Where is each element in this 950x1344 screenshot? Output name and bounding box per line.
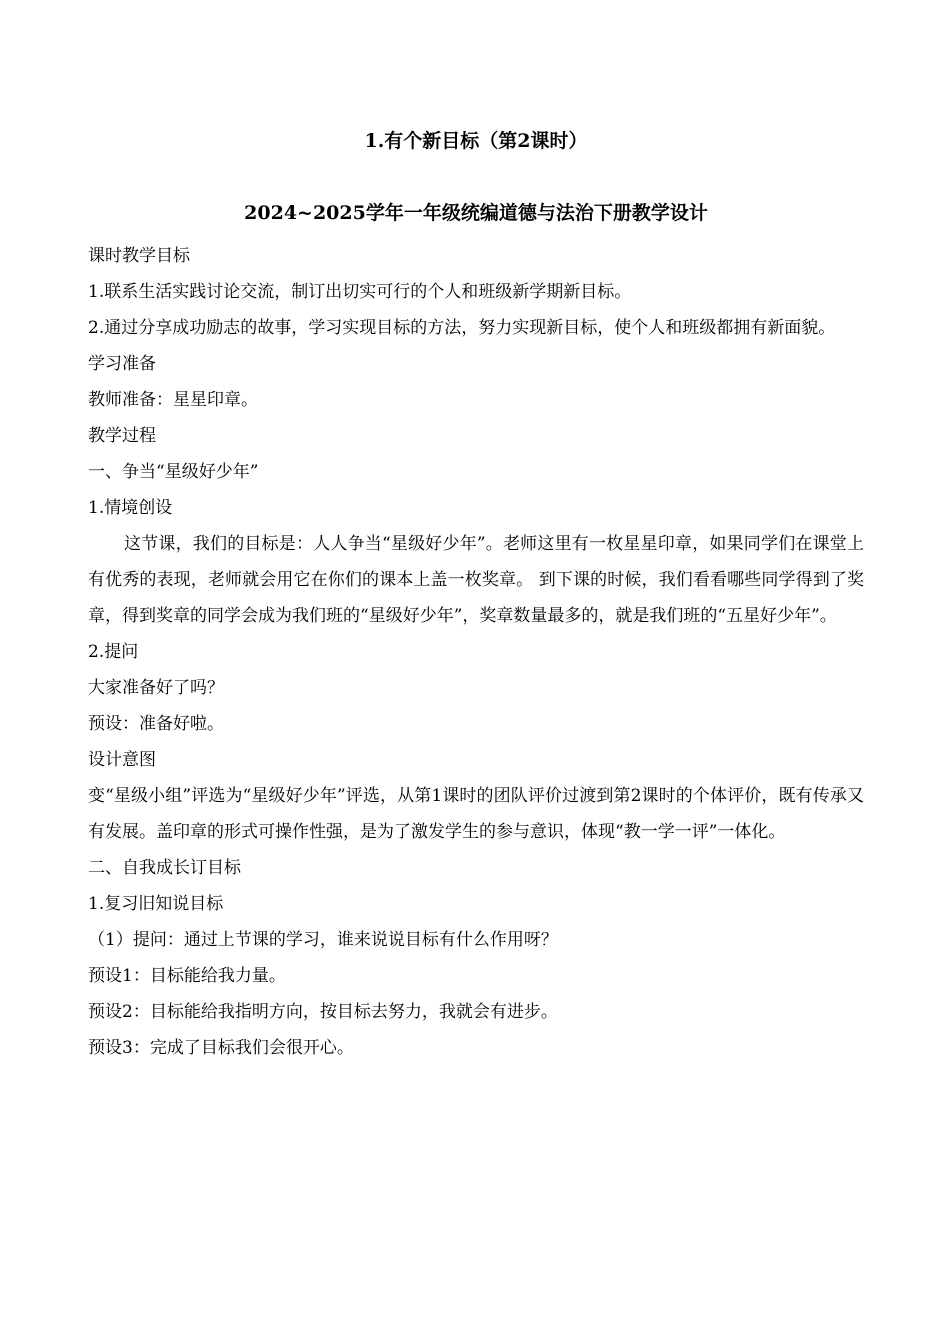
s1-preset: 预设：准备好啦。 — [88, 714, 224, 734]
document-title: 1.有个新目标（第2课时） — [364, 130, 588, 152]
process-heading: 教学过程 — [88, 426, 156, 446]
section-1-heading: 一、争当“星级好少年” — [88, 462, 259, 482]
document-body — [88, 126, 864, 1066]
section-2-heading: 二、自我成长订目标 — [88, 858, 241, 878]
s2-preset-2: 预设2：目标能给我指明方向，按目标去努力，我就会有进步。 — [88, 1002, 558, 1022]
s1-item-1-paragraph: 这节课，我们的目标是：人人争当“星级好少年”。老师这里有一枚星星印章，如果同学们在课堂上有优秀的表现，老师就会用它在你们的课本上盖一枚奖章。 到下课的时候，我们看看哪些同学得到了奖章，得到奖章的同学会成为我们班的“星级好少年”，奖章数量最多的，就是我们班的“五星好少年”。 — [88, 534, 864, 626]
s1-item-2: 2.提问 — [88, 642, 139, 662]
goal-1: 1.联系生活实践讨论交流，制订出切实可行的个人和班级新学期新目标。 — [88, 282, 632, 302]
s1-question: 大家准备好了吗？ — [88, 678, 224, 698]
document-subtitle: 2024~2025学年一年级统编道德与法治下册教学设计 — [244, 202, 708, 224]
s2-preset-1: 预设1：目标能给我力量。 — [88, 966, 286, 986]
s2-preset-3: 预设3：完成了目标我们会很开心。 — [88, 1038, 354, 1058]
s2-item-1: 1.复习旧知说目标 — [88, 894, 224, 914]
design-paragraph: 变“星级小组”评选为“星级好少年”评选，从第1课时的团队评价过渡到第2课时的个体评价，既有传承又有发展。盖印章的形式可操作性强，是为了激发学生的参与意识，体现“教一学一评”一体化。 — [88, 786, 864, 842]
design-heading: 设计意图 — [88, 750, 156, 770]
prep-text: 教师准备：星星印章。 — [88, 390, 258, 410]
s1-item-1: 1.情境创设 — [88, 498, 173, 518]
s2-question: （1）提问：通过上节课的学习，谁来说说目标有什么作用呀？ — [88, 930, 558, 950]
goal-2: 2.通过分享成功励志的故事，学习实现目标的方法，努力实现新目标，使个人和班级都拥有新面貌。 — [88, 318, 836, 338]
goals-heading: 课时教学目标 — [88, 246, 190, 266]
prep-heading: 学习准备 — [88, 354, 156, 374]
